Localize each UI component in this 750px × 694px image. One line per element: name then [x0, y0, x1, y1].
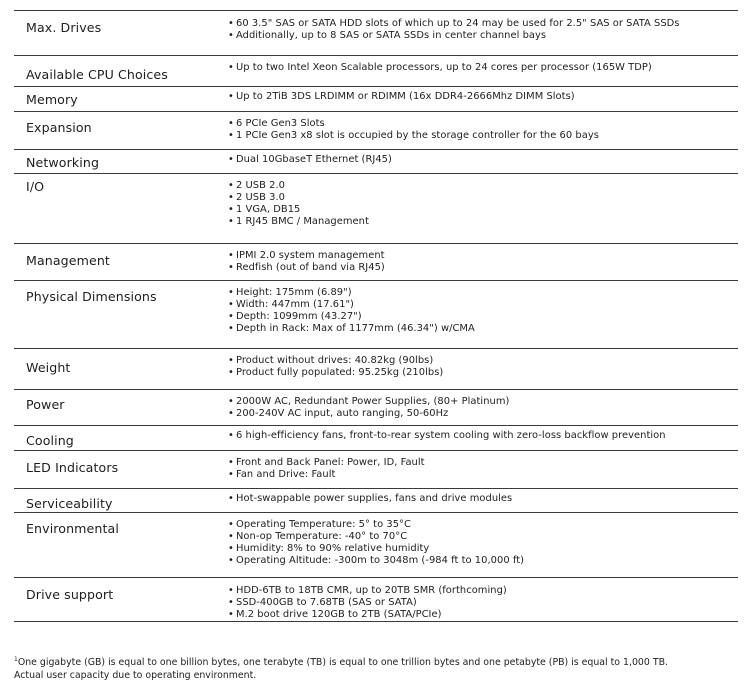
spec-value-text: Depth: 1099mm (43.27") [236, 311, 362, 322]
spec-value-text: 1 RJ45 BMC / Management [236, 216, 369, 227]
spec-value-item [228, 430, 738, 442]
footnote-line-2: Actual user capacity due to operating environment. [14, 669, 257, 681]
spec-value-item [228, 457, 738, 469]
spec-row-memory [14, 87, 738, 112]
spec-value-item [228, 469, 738, 481]
spec-label: Management [26, 253, 110, 268]
spec-row-expansion [14, 112, 738, 150]
spec-value-text: 1 VGA, DB15 [236, 204, 301, 215]
spec-value-item [228, 493, 738, 505]
spec-row-drive-support [14, 578, 738, 622]
spec-value-list [228, 451, 738, 488]
spec-label: I/O [26, 179, 45, 194]
spec-label: LED Indicators [26, 460, 119, 475]
spec-label: Max. Drives [26, 20, 102, 35]
spec-value-text: 6 PCIe Gen3 Slots [236, 118, 325, 129]
spec-row-max-drives [14, 11, 738, 56]
spec-value-item [228, 408, 738, 420]
bullet-icon: • [228, 609, 234, 620]
spec-value-list [228, 87, 738, 111]
spec-value-text: Dual 10GbaseT Ethernet (RJ45) [236, 154, 392, 165]
spec-label: Environmental [26, 521, 119, 536]
spec-row-management [14, 244, 738, 281]
bullet-icon: • [228, 469, 234, 480]
bullet-icon: • [228, 555, 234, 566]
spec-value-item [228, 531, 738, 543]
spec-label: Networking [26, 155, 100, 170]
spec-row-led-indicators [14, 451, 738, 489]
bullet-icon: • [228, 287, 234, 298]
spec-value-text: Up to 2TiB 3DS LRDIMM or RDIMM (16x DDR4-2666Mhz DIMM Slots) [236, 91, 575, 102]
spec-label: Weight [26, 360, 71, 375]
spec-value-list [228, 174, 738, 243]
spec-value-text: Operating Temperature: 5° to 35°C [236, 519, 411, 530]
spec-value-item [228, 355, 738, 367]
bullet-icon: • [228, 543, 234, 554]
spec-value-text: Height: 175mm (6.89") [236, 287, 352, 298]
spec-value-list [228, 11, 738, 55]
spec-value-list [228, 390, 738, 425]
spec-value-text: 200-240V AC input, auto ranging, 50-60Hz [236, 408, 449, 419]
spec-value-item [228, 367, 738, 379]
spec-row-weight [14, 349, 738, 390]
spec-value-item [228, 585, 738, 597]
spec-value-list [228, 281, 738, 348]
spec-value-text: Non-op Temperature: -40° to 70°C [236, 531, 408, 542]
spec-value-item [228, 204, 738, 216]
bullet-icon: • [228, 323, 234, 334]
bullet-icon: • [228, 180, 234, 191]
spec-value-item [228, 250, 738, 262]
footnote [14, 657, 738, 682]
spec-value-list [228, 489, 738, 512]
spec-label: Memory [26, 92, 78, 107]
bullet-icon: • [228, 154, 234, 165]
bullet-icon: • [228, 396, 234, 407]
spec-label: Cooling [26, 433, 74, 448]
bullet-icon: • [228, 597, 234, 608]
spec-label: Power [26, 397, 65, 412]
spec-table [14, 10, 738, 622]
bullet-icon: • [228, 493, 234, 504]
footnote-line-1 [14, 657, 738, 670]
spec-value-item [228, 30, 738, 42]
spec-value-text: 2 USB 3.0 [236, 192, 285, 203]
spec-value-text: Product fully populated: 95.25kg (210lbs) [236, 367, 444, 378]
bullet-icon: • [228, 355, 234, 366]
footnote-text-1: One gigabyte (GB) is equal to one billion bytes, one terabyte (TB) is equal to one trillion bytes and one petabyte (PB) is equal to 1,000 TB. [17, 657, 668, 668]
spec-value-item [228, 62, 738, 74]
spec-value-item [228, 299, 738, 311]
spec-value-text: 6 high-efficiency fans, front-to-rear system cooling with zero-loss backflow prevention [236, 430, 666, 441]
spec-row-networking [14, 150, 738, 174]
spec-value-text: Up to two Intel Xeon Scalable processors, up to 24 cores per processor (165W TDP) [236, 62, 652, 73]
spec-label: Available CPU Choices [26, 67, 168, 82]
spec-value-item [228, 262, 738, 274]
spec-value-item [228, 130, 738, 142]
spec-value-item [228, 118, 738, 130]
spec-label: Expansion [26, 120, 92, 135]
spec-value-text: Additionally, up to 8 SAS or SATA SSDs in center channel bays [236, 30, 547, 41]
spec-row-cooling [14, 426, 738, 451]
bullet-icon: • [228, 18, 234, 29]
spec-value-text: M.2 boot drive 120GB to 2TB (SATA/PCIe) [236, 609, 442, 620]
spec-value-text: Redfish (out of band via RJ45) [236, 262, 385, 273]
spec-label: Physical Dimensions [26, 289, 157, 304]
bullet-icon: • [228, 216, 234, 227]
spec-row-available-cpu-choices [14, 56, 738, 87]
footnote-marker: 1 [14, 656, 18, 663]
spec-value-text: Fan and Drive: Fault [236, 469, 336, 480]
bullet-icon: • [228, 367, 234, 378]
spec-value-list [228, 112, 738, 149]
spec-value-list [228, 56, 738, 86]
bullet-icon: • [228, 311, 234, 322]
bullet-icon: • [228, 531, 234, 542]
spec-value-text: 2 USB 2.0 [236, 180, 285, 191]
spec-value-text: 1 PCIe Gen3 x8 slot is occupied by the storage controller for the 60 bays [236, 130, 599, 141]
bullet-icon: • [228, 62, 234, 73]
spec-value-text: HDD-6TB to 18TB CMR, up to 20TB SMR (forthcoming) [236, 585, 507, 596]
spec-value-text: 2000W AC, Redundant Power Supplies, (80+ Platinum) [236, 396, 510, 407]
spec-value-item [228, 287, 738, 299]
spec-value-text: Front and Back Panel: Power, ID, Fault [236, 457, 425, 468]
spec-value-item [228, 396, 738, 408]
bullet-icon: • [228, 262, 234, 273]
bullet-icon: • [228, 130, 234, 141]
spec-row-environmental [14, 513, 738, 578]
bullet-icon: • [228, 585, 234, 596]
bullet-icon: • [228, 118, 234, 129]
spec-value-list [228, 349, 738, 389]
spec-value-text: Hot-swappable power supplies, fans and drive modules [236, 493, 513, 504]
spec-value-text: Depth in Rack: Max of 1177mm (46.34") w/CMA [236, 323, 475, 334]
spec-value-text: Width: 447mm (17.61") [236, 299, 354, 310]
spec-value-text: IPMI 2.0 system management [236, 250, 385, 261]
spec-value-item [228, 154, 738, 166]
bullet-icon: • [228, 457, 234, 468]
spec-row-power [14, 390, 738, 426]
spec-value-text: Humidity: 8% to 90% relative humidity [236, 543, 430, 554]
spec-value-item [228, 180, 738, 192]
spec-value-item [228, 543, 738, 555]
spec-value-item [228, 18, 738, 30]
bullet-icon: • [228, 519, 234, 530]
bullet-icon: • [228, 250, 234, 261]
spec-value-item [228, 311, 738, 323]
spec-value-item [228, 216, 738, 228]
spec-row-serviceability [14, 489, 738, 513]
spec-value-text: Product without drives: 40.82kg (90lbs) [236, 355, 434, 366]
spec-value-list [228, 426, 738, 450]
spec-value-list [228, 244, 738, 280]
spec-value-item [228, 555, 738, 567]
spec-value-item [228, 519, 738, 531]
bullet-icon: • [228, 192, 234, 203]
spec-value-list [228, 513, 738, 577]
bullet-icon: • [228, 430, 234, 441]
spec-row-i-o [14, 174, 738, 244]
spec-value-text: Operating Altitude: -300m to 3048m (-984 ft to 10,000 ft) [236, 555, 525, 566]
bullet-icon: • [228, 408, 234, 419]
bullet-icon: • [228, 204, 234, 215]
spec-value-text: SSD-400GB to 7.68TB (SAS or SATA) [236, 597, 417, 608]
bullet-icon: • [228, 30, 234, 41]
spec-label: Drive support [26, 587, 114, 602]
spec-value-text: 60 3.5" SAS or SATA HDD slots of which up to 24 may be used for 2.5" SAS or SATA SSDs [236, 18, 680, 29]
spec-value-item [228, 323, 738, 335]
spec-row-physical-dimensions [14, 281, 738, 349]
spec-value-list [228, 578, 738, 621]
bullet-icon: • [228, 299, 234, 310]
bullet-icon: • [228, 91, 234, 102]
spec-label: Serviceability [26, 496, 113, 511]
spec-value-item [228, 597, 738, 609]
spec-value-list [228, 150, 738, 173]
spec-value-item [228, 609, 738, 621]
spec-value-item [228, 192, 738, 204]
spec-value-item [228, 91, 738, 103]
